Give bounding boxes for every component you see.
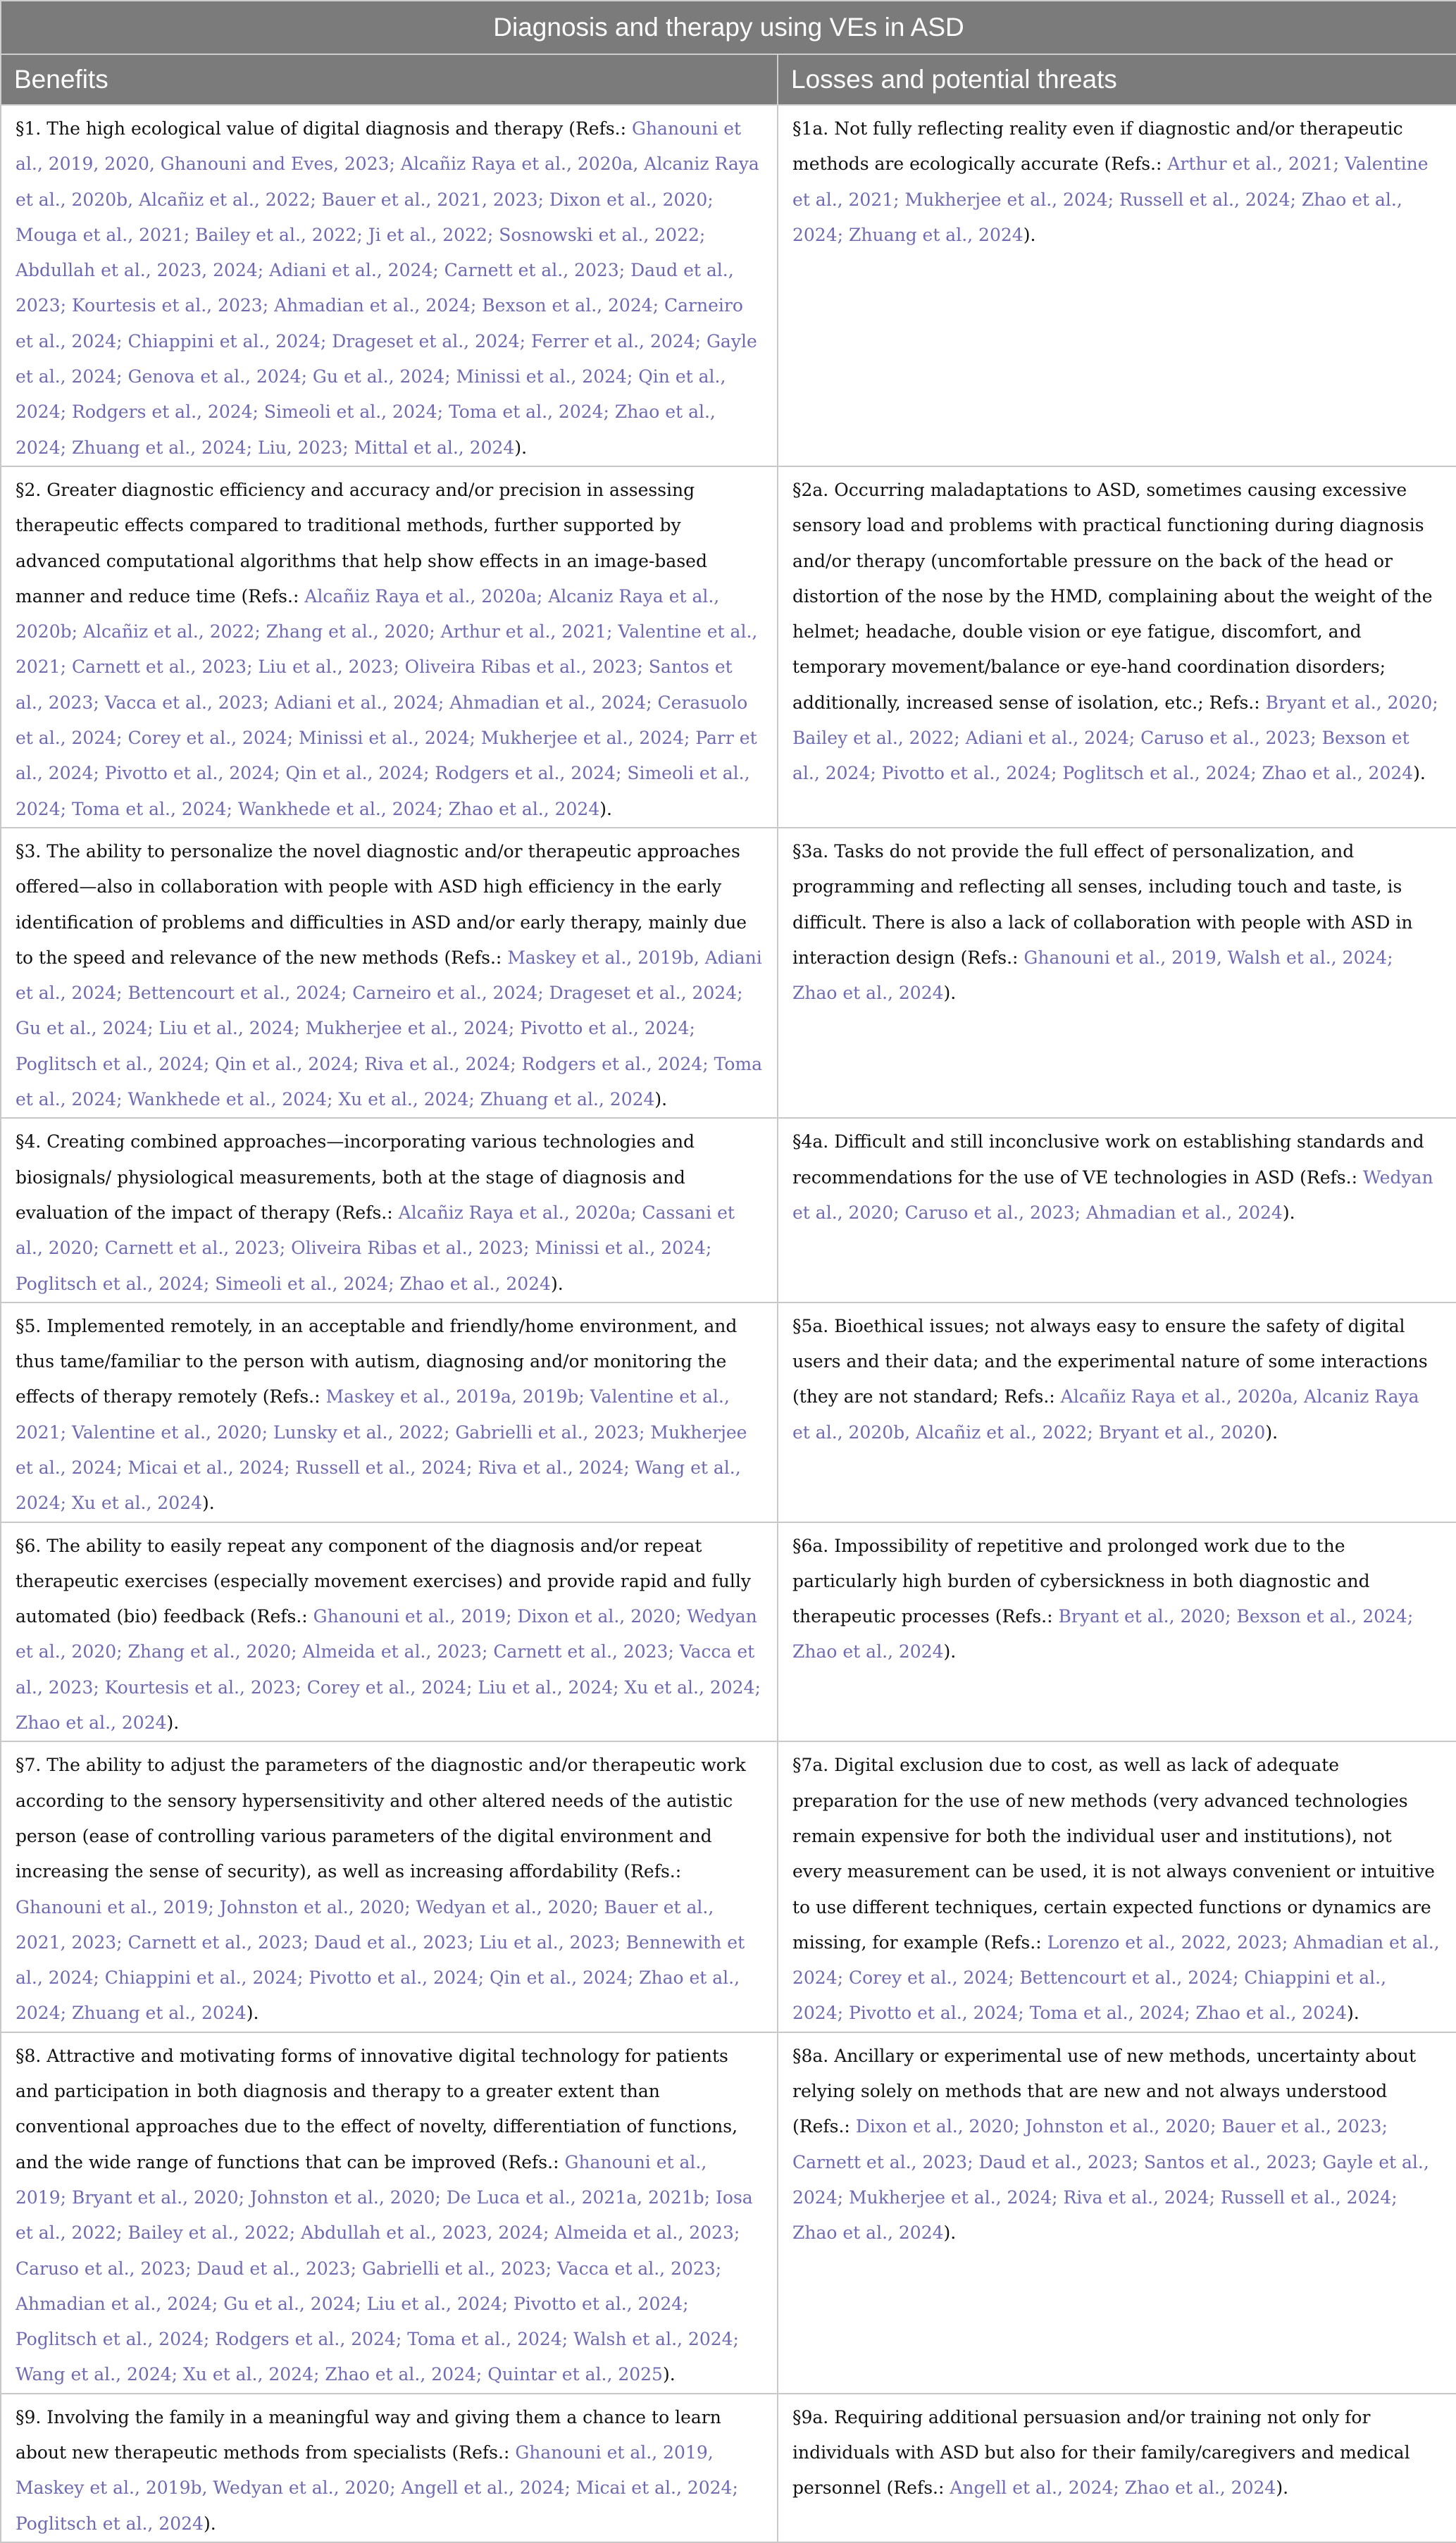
- benefit-text: §9. Involving the family in a meaningful way and giving them a chance to learn about new therapeutic methods from specialists (Refs.:: [15, 2406, 721, 2463]
- loss-text: §4a. Difficult and still inconclusive work on establishing standards and recommendations for the use of VE technologies in ASD (Refs.:: [792, 1131, 1424, 1188]
- benefit-end: ).: [654, 1089, 668, 1110]
- benefit-text: §6. The ability to easily repeat any component of the diagnosis and/or repeat therapeutic exercises (especially movement exercises) and provide rapid and fully automated (bio) feedback (Refs.:: [15, 1535, 751, 1627]
- benefit-text: §1. The high ecological value of digital diagnosis and therapy (Refs.:: [15, 118, 627, 139]
- benefit-end: ).: [166, 1712, 180, 1734]
- benefit-text: §8. Attractive and motivating forms of innovative digital technology for patients and participation in both diagnosis and therapy to a greater extent than conventional approaches due to the effect of novelty, differentiation of functions, and the wide range of functions that can be improved (Refs.:: [15, 2045, 738, 2172]
- benefit-refs[interactable]: Maskey et al., 2019a, 2019b; Valentine et al., 2021; Valentine et al., 2020; Lunsky et al., 2022; Gabrielli et al., 2023; Mukherjee et al., 2024; Micai et al., 2024; Russell et al., 2024; Riva et al., 2024; Wang et al., 2024; Xu et al., 2024: [15, 1386, 747, 1514]
- loss-refs[interactable]: Alcañiz Raya et al., 2020a, Alcaniz Raya et al., 2020b, Alcañiz et al., 2022; Bryant et al., 2020: [792, 1386, 1419, 1443]
- table-row: [1, 1741, 1456, 2032]
- loss-refs[interactable]: Bryant et al., 2020; Bailey et al., 2022; Adiani et al., 2024; Caruso et al., 2023; Bexson et al., 2024; Pivotto et al., 2024; Poglitsch et al., 2024; Zhao et al., 2024: [792, 692, 1438, 784]
- loss-text: §5a. Bioethical issues; not always easy to ensure the safety of digital users and their data; and the experimental nature of some interactions (they are not standard; Refs.:: [792, 1315, 1428, 1407]
- benefit-refs[interactable]: Ghanouni et al., 2019; Johnston et al., 2020; Wedyan et al., 2020; Bauer et al., 2021, 2023; Carnett et al., 2023; Daud et al., 2023; Liu et al., 2023; Bennewith et al., 2024; Chiappini et al., 2024; Pivotto et al., 2024; Qin et al., 2024; Zhao et al., 2024; Zhuang et al., 2024: [15, 1896, 745, 2024]
- benefit-cell: [1, 1118, 778, 1302]
- loss-text: §2a. Occurring maladaptations to ASD, sometimes causing excessive sensory load and problems with practical functioning during diagnosis and/or therapy (uncomfortable pressure on the back of the head or distortion of the nose by the HMD, complaining about the weight of the helmet; headache, double vision or eye fatigue, discomfort, and temporary movement/balance or eye-hand coordination disorders; additionally, increased sense of isolation, etc.; Refs.:: [792, 479, 1433, 713]
- benefit-cell: [1, 1522, 778, 1742]
- loss-end: ).: [1023, 224, 1036, 245]
- loss-end: ).: [1276, 2477, 1289, 2499]
- table-row: [1, 1302, 1456, 1522]
- benefit-cell: [1, 1741, 778, 2032]
- loss-end: ).: [1347, 2003, 1359, 2024]
- loss-cell: [778, 1741, 1456, 2032]
- loss-cell: [778, 1118, 1456, 1302]
- loss-cell: [778, 105, 1456, 466]
- benefit-cell: [1, 466, 778, 828]
- benefit-text: §5. Implemented remotely, in an acceptable and friendly/home environment, and thus tame/familiar to the person with autism, diagnosing and/or monitoring the effects of therapy remotely (Refs.:: [15, 1315, 738, 1407]
- table-row: [1, 105, 1456, 466]
- benefit-refs[interactable]: Ghanouni et al., 2019; Bryant et al., 2020; Johnston et al., 2020; De Luca et al., 2021a, 2021b; Iosa et al., 2022; Bailey et al., 2022; Abdullah et al., 2023, 2024; Almeida et al., 2023; Caruso et al., 2023; Daud et al., 2023; Gabrielli et al., 2023; Vacca et al., 2023; Ahmadian et al., 2024; Gu et al., 2024; Liu et al., 2024; Pivotto et al., 2024; Poglitsch et al., 2024; Rodgers et al., 2024; Toma et al., 2024; Walsh et al., 2024; Wang et al., 2024; Xu et al., 2024; Zhao et al., 2024; Quintar et al., 2025: [15, 2151, 753, 2385]
- loss-text: §1a. Not fully reflecting reality even if diagnostic and/or therapeutic methods are ecologically accurate (Refs.:: [792, 118, 1403, 175]
- loss-text: §9a. Requiring additional persuasion and/or training not only for individuals with ASD but also for their family/caregivers and medical personnel (Refs.:: [792, 2406, 1410, 2499]
- benefit-text: §2. Greater diagnostic efficiency and accuracy and/or precision in assessing therapeutic effects compared to traditional methods, further supported by advanced computational algorithms that help show effects in an image-based manner and reduce time (Refs.:: [15, 479, 707, 607]
- loss-cell: [778, 2032, 1456, 2394]
- benefit-cell: [1, 2032, 778, 2394]
- benefit-refs[interactable]: Ghanouni et al., 2019, Maskey et al., 2019b, Wedyan et al., 2020; Angell et al., 2024; Micai et al., 2024; Poglitsch et al., 2024: [15, 2442, 738, 2534]
- benefit-end: ).: [599, 798, 612, 819]
- table-row: [1, 2394, 1456, 2542]
- benefit-end: ).: [203, 2513, 216, 2534]
- benefit-end: ).: [662, 2364, 676, 2385]
- loss-text: §7a. Digital exclusion due to cost, as well as lack of adequate preparation for the use of new methods (very advanced technologies remain expensive for both the individual user and institutions), not every measurement can be used, it is not always convenient or intuitive to use different techniques, certain expected functions or dynamics are missing, for example (Refs.:: [792, 1755, 1435, 1953]
- benefit-cell: [1, 2394, 778, 2542]
- loss-refs[interactable]: Wedyan et al., 2020; Caruso et al., 2023; Ahmadian et al., 2024: [792, 1167, 1433, 1223]
- table-row: [1, 828, 1456, 1118]
- loss-end: ).: [943, 1641, 957, 1662]
- benefit-text: §3. The ability to personalize the novel diagnostic and/or therapeutic approaches offered—also in collaboration with people with ASD high efficiency in the early identification of problems and difficulties in ASD and/or early therapy, mainly due to the speed and relevance of the new methods (Refs.:: [15, 840, 747, 968]
- loss-refs[interactable]: Angell et al., 2024; Zhao et al., 2024: [950, 2477, 1276, 2499]
- benefit-cell: [1, 1302, 778, 1522]
- benefit-end: ).: [202, 1493, 215, 1514]
- benefit-cell: [1, 828, 778, 1118]
- loss-cell: [778, 1302, 1456, 1522]
- benefit-end: ).: [550, 1273, 564, 1294]
- loss-end: ).: [1282, 1202, 1295, 1223]
- loss-text: §6a. Impossibility of repetitive and prolonged work due to the particularly high burden of cybersickness in both diagnostic and therapeutic processes (Refs.:: [792, 1535, 1370, 1627]
- loss-end: ).: [943, 983, 957, 1004]
- table-title: Diagnosis and therapy using VEs in ASD: [1, 1, 1456, 54]
- benefit-text: §7. The ability to adjust the parameters of the diagnostic and/or therapeutic work according to the sensory hypersensitivity and other altered needs of the autistic person (ease of controlling various parameters of the digital environment and increasing the sense of security), as well as increasing affordability (Refs.:: [15, 1755, 746, 1882]
- loss-refs[interactable]: Bryant et al., 2020; Bexson et al., 2024; Zhao et al., 2024: [792, 1606, 1414, 1662]
- loss-end: ).: [1413, 763, 1426, 784]
- loss-refs[interactable]: Ghanouni et al., 2019, Walsh et al., 2024; Zhao et al., 2024: [792, 947, 1393, 1004]
- benefit-refs[interactable]: Maskey et al., 2019b, Adiani et al., 2024; Bettencourt et al., 2024; Carneiro et al., 2024; Drageset et al., 2024; Gu et al., 2024; Liu et al., 2024; Mukherjee et al., 2024; Pivotto et al., 2024; Poglitsch et al., 2024; Qin et al., 2024; Riva et al., 2024; Rodgers et al., 2024; Toma et al., 2024; Wankhede et al., 2024; Xu et al., 2024; Zhuang et al., 2024: [15, 947, 762, 1110]
- loss-end: ).: [943, 2222, 957, 2244]
- benefit-cell: [1, 105, 778, 466]
- loss-cell: [778, 2394, 1456, 2542]
- header-losses: Losses and potential threats: [778, 54, 1456, 105]
- loss-refs[interactable]: Lorenzo et al., 2022, 2023; Ahmadian et al., 2024; Corey et al., 2024; Bettencourt et al., 2024; Chiappini et al., 2024; Pivotto et al., 2024; Toma et al., 2024; Zhao et al., 2024: [792, 1932, 1440, 2024]
- benefit-text: §4. Creating combined approaches—incorporating various technologies and biosignals/ physiological measurements, both at the stage of diagnosis and evaluation of the impact of therapy (Refs.:: [15, 1131, 695, 1223]
- loss-cell: [778, 828, 1456, 1118]
- benefit-refs[interactable]: Ghanouni et al., 2019; Dixon et al., 2020; Wedyan et al., 2020; Zhang et al., 2020; Almeida et al., 2023; Carnett et al., 2023; Vacca et al., 2023; Kourtesis et al., 2023; Corey et al., 2024; Liu et al., 2024; Xu et al., 2024; Zhao et al., 2024: [15, 1606, 761, 1734]
- table-row: [1, 2032, 1456, 2394]
- benefit-end: ).: [246, 2003, 259, 2024]
- loss-refs[interactable]: Dixon et al., 2020; Johnston et al., 2020; Bauer et al., 2023; Carnett et al., 2023; Daud et al., 2023; Santos et al., 2023; Gayle et al., 2024; Mukherjee et al., 2024; Riva et al., 2024; Russell et al., 2024; Zhao et al., 2024: [792, 2116, 1429, 2244]
- benefit-refs[interactable]: Ghanouni et al., 2019, 2020, Ghanouni and Eves, 2023; Alcañiz Raya et al., 2020a, Alcaniz Raya et al., 2020b, Alcañiz et al., 2022; Bauer et al., 2021, 2023; Dixon et al., 2020; Mouga et al., 2021; Bailey et al., 2022; Ji et al., 2022; Sosnowski et al., 2022; Abdullah et al., 2023, 2024; Adiani et al., 2024; Carnett et al., 2023; Daud et al., 2023; Kourtesis et al., 2023; Ahmadian et al., 2024; Bexson et al., 2024; Carneiro et al., 2024; Chiappini et al., 2024; Drageset et al., 2024; Ferrer et al., 2024; Gayle et al., 2024; Genova et al., 2024; Gu et al., 2024; Minissi et al., 2024; Qin et al., 2024; Rodgers et al., 2024; Simeoli et al., 2024; Toma et al., 2024; Zhao et al., 2024; Zhuang et al., 2024; Liu, 2023; Mittal et al., 2024: [15, 118, 759, 458]
- header-benefits: Benefits: [1, 54, 778, 105]
- loss-refs[interactable]: Arthur et al., 2021; Valentine et al., 2021; Mukherjee et al., 2024; Russell et al., 2024; Zhao et al., 2024; Zhuang et al., 2024: [792, 154, 1429, 245]
- benefit-refs[interactable]: Alcañiz Raya et al., 2020a; Alcaniz Raya et al., 2020b; Alcañiz et al., 2022; Zhang et al., 2020; Arthur et al., 2021; Valentine et al., 2021; Carnett et al., 2023; Liu et al., 2023; Oliveira Ribas et al., 2023; Santos et al., 2023; Vacca et al., 2023; Adiani et al., 2024; Ahmadian et al., 2024; Cerasuolo et al., 2024; Corey et al., 2024; Minissi et al., 2024; Mukherjee et al., 2024; Parr et al., 2024; Pivotto et al., 2024; Qin et al., 2024; Rodgers et al., 2024; Simeoli et al., 2024; Toma et al., 2024; Wankhede et al., 2024; Zhao et al., 2024: [15, 585, 758, 819]
- loss-cell: [778, 1522, 1456, 1742]
- benefit-refs[interactable]: Alcañiz Raya et al., 2020a; Cassani et al., 2020; Carnett et al., 2023; Oliveira Ribas et al., 2023; Minissi et al., 2024; Poglitsch et al., 2024; Simeoli et al., 2024; Zhao et al., 2024: [15, 1202, 735, 1294]
- loss-cell: [778, 466, 1456, 828]
- table-row: [1, 466, 1456, 828]
- benefit-end: ).: [514, 437, 528, 458]
- loss-end: ).: [1265, 1422, 1278, 1443]
- table-row: [1, 1118, 1456, 1302]
- table-row: [1, 1522, 1456, 1742]
- loss-text: §3a. Tasks do not provide the full effect of personalization, and programming and reflecting all senses, including touch and taste, is difficult. There is also a lack of collaboration with people with ASD in interaction design (Refs.:: [792, 840, 1413, 968]
- loss-text: §8a. Ancillary or experimental use of new methods, uncertainty about relying solely on methods that are new and not always understood (Refs.:: [792, 2045, 1417, 2137]
